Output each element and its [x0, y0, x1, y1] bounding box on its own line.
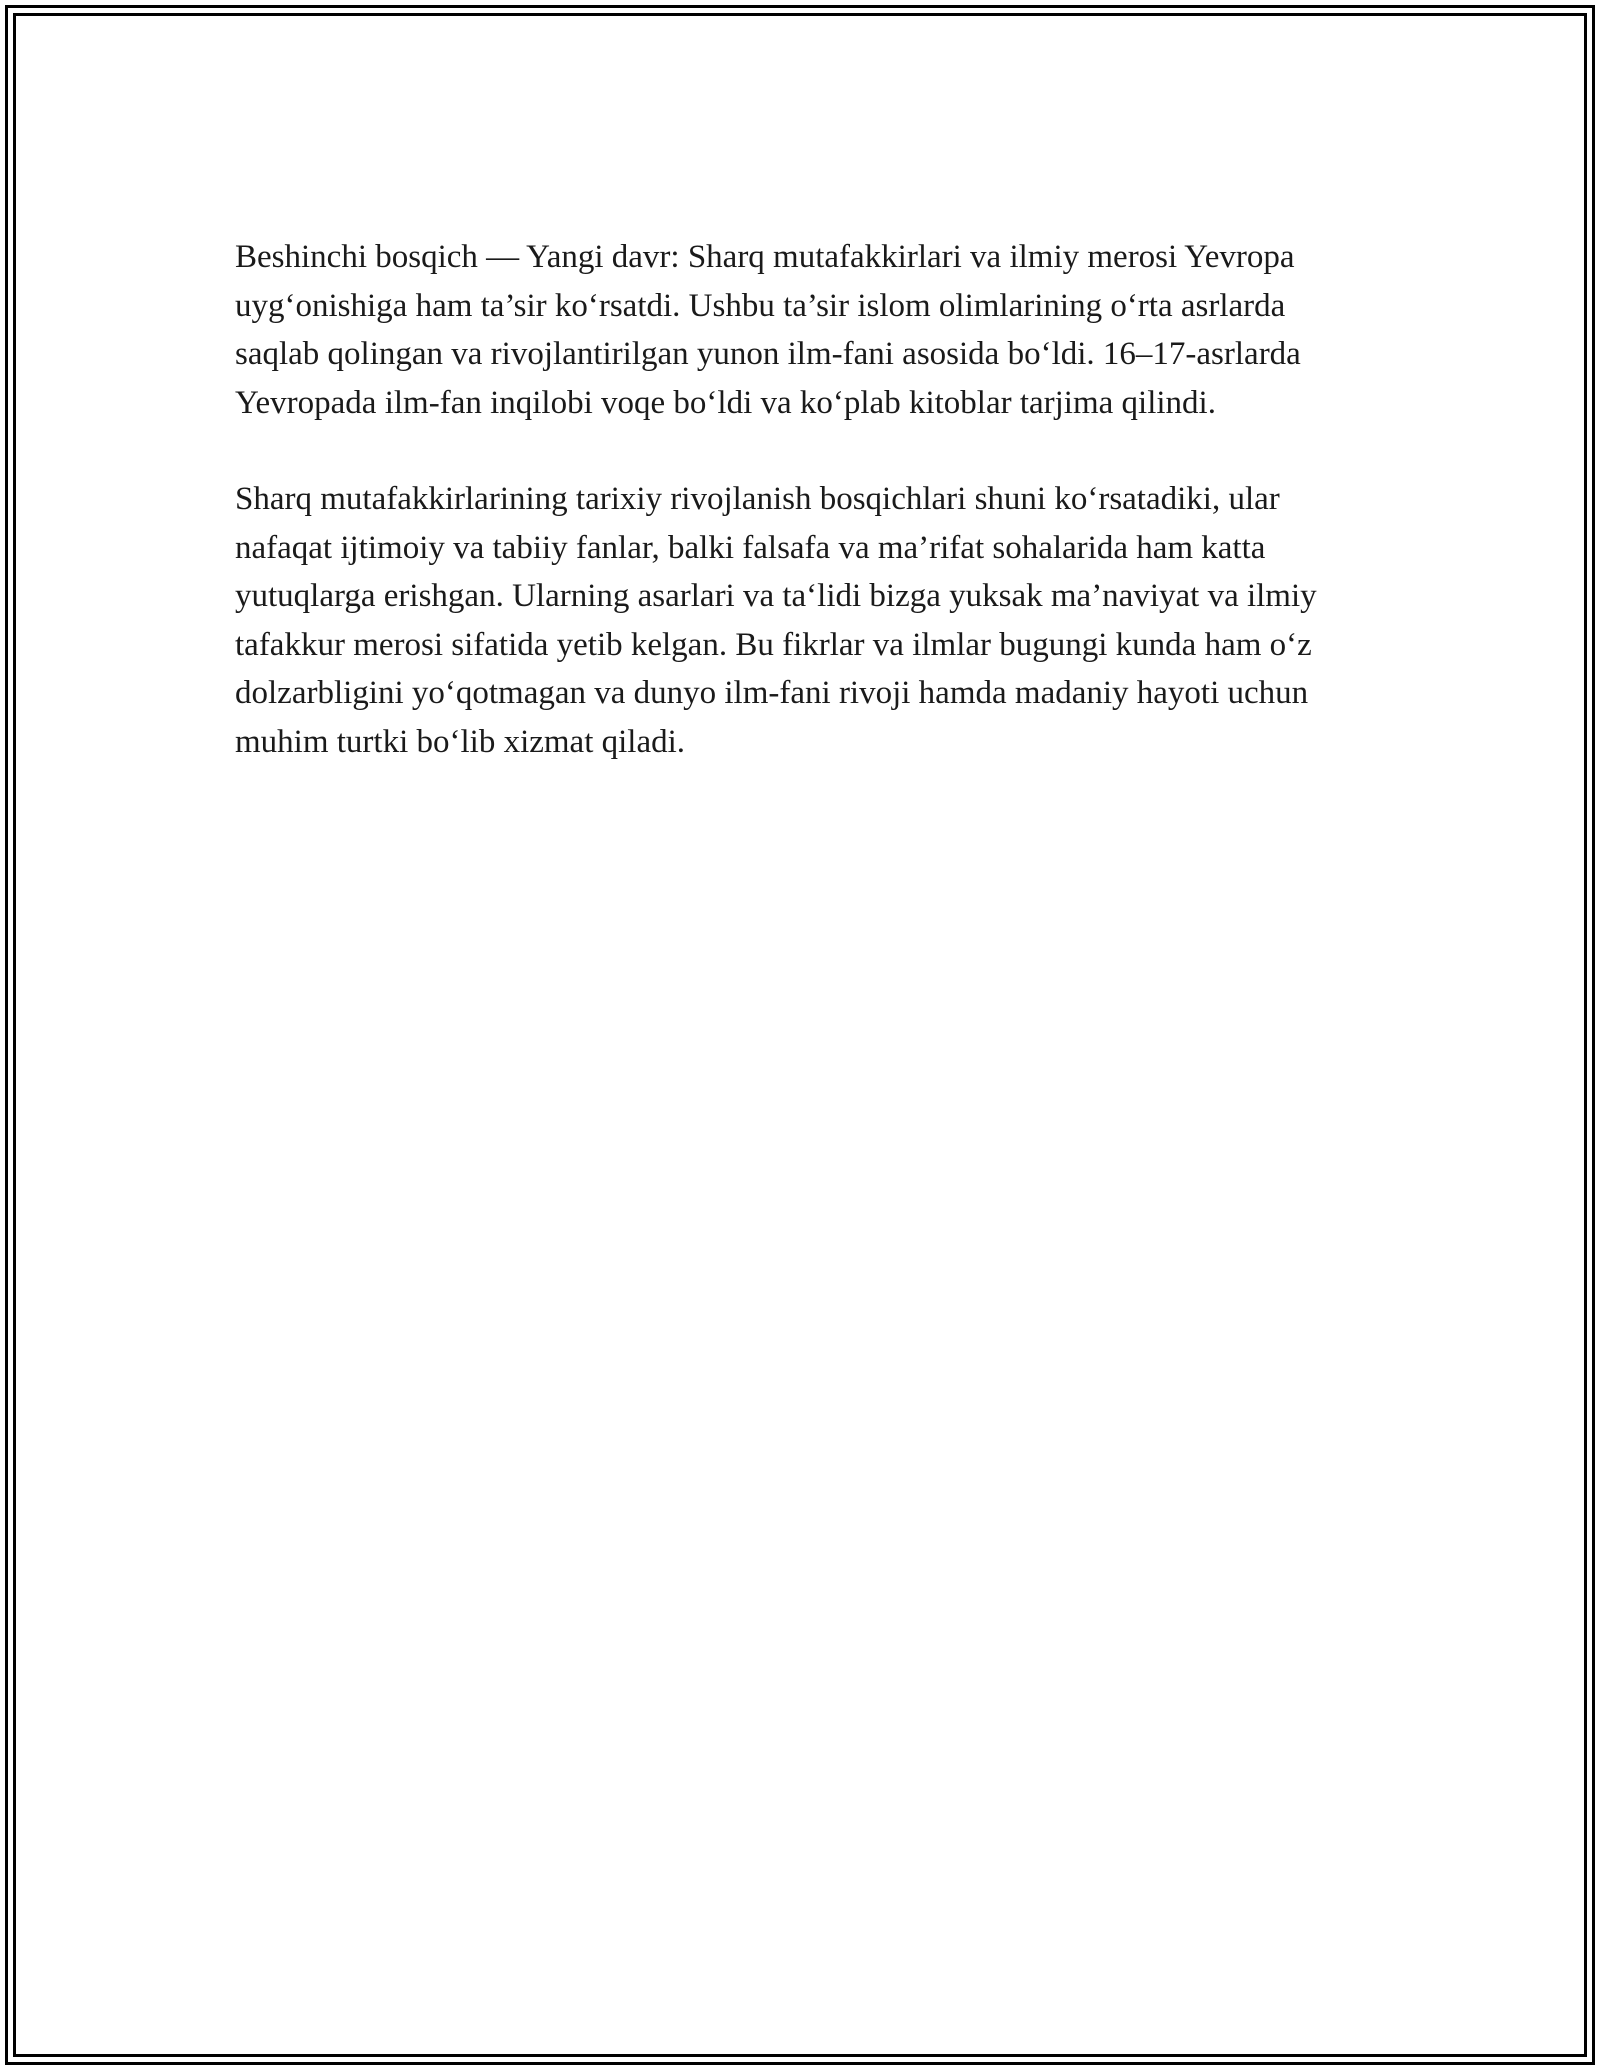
paragraph-2: Sharq mutafakkirlarining tarixiy rivojlanish bosqichlari shuni ko‘rsatadiki, ular nafaqat ijtimoiy va tabiiy fanlar, balki falsafa va ma’rifat sohalarida ham katta yutuqlarga erishgan. Ularning asarlari va ta‘lidi bizga yuksak ma’naviyat va ilmiy tafakkur merosi sifatida yetib kelgan. Bu fikrlar va ilmlar bugungi kunda ham o‘z dolzarbligini yo‘qotmagan va dunyo ilm-fani rivoji hamda madaniy hayoti uchun muhim turtki bo‘lib xizmat qiladi.	[235, 481, 1317, 760]
document-body	[235, 233, 1360, 814]
paragraph-1: Beshinchi bosqich — Yangi davr: Sharq mutafakkirlari va ilmiy merosi Yevropa uyg‘onishiga ham ta’sir ko‘rsatdi. Ushbu ta’sir islom olimlarining o‘rta asrlarda saqlab qolingan va rivojlantirilgan yunon ilm-fani asosida bo‘ldi. 16–17-asrlarda Yevropada ilm-fan inqilobi voqe bo‘ldi va ko‘plab kitoblar tarjima qilindi.	[235, 239, 1301, 421]
